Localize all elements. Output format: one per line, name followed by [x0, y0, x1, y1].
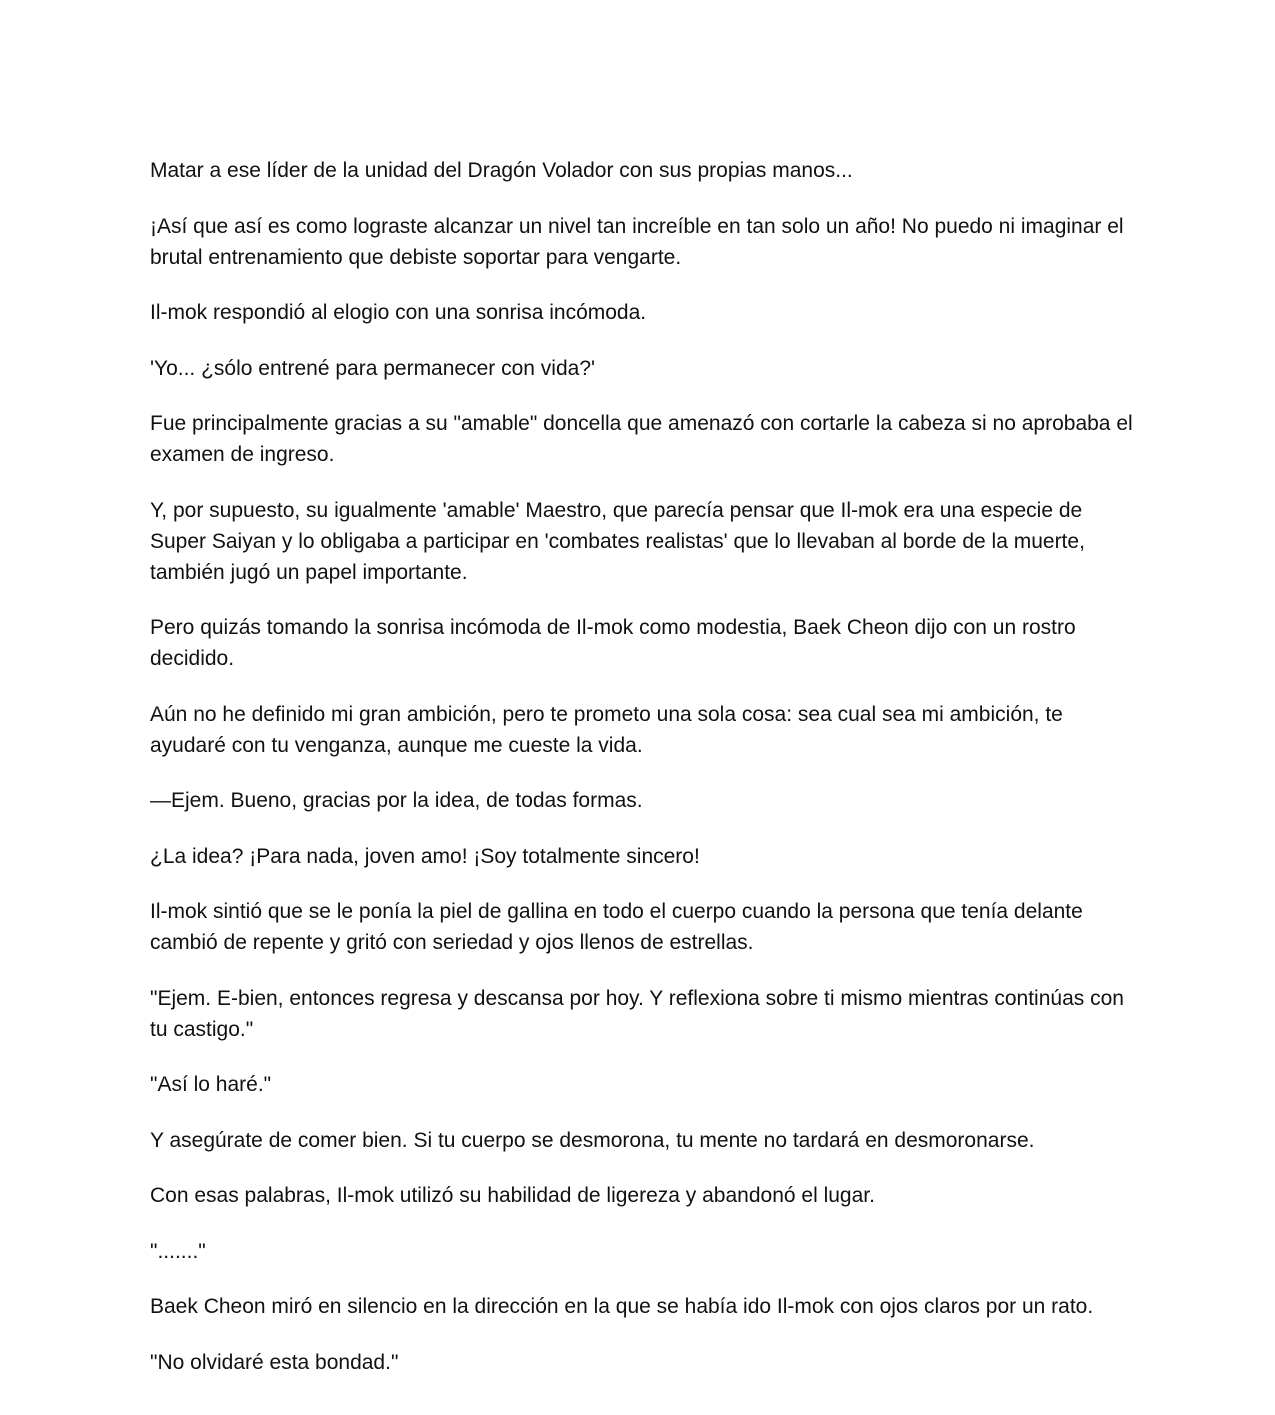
paragraph: Fue principalmente gracias a su "amable" doncella que amenazó con cortarle la cabeza si no aprobaba el examen de ingreso.: [150, 412, 1133, 466]
paragraph: ¿La idea? ¡Para nada, joven amo! ¡Soy totalmente sincero!: [150, 844, 700, 868]
paragraph: ".......": [150, 1239, 206, 1263]
paragraph: Y asegúrate de comer bien. Si tu cuerpo se desmorona, tu mente no tardará en desmoronarse.: [150, 1128, 1035, 1152]
paragraph: Aún no he definido mi gran ambición, pero te prometo una sola cosa: sea cual sea mi ambición, te ayudaré con tu venganza, aunque me cueste la vida.: [150, 702, 1063, 757]
paragraph: ¡Así que así es como lograste alcanzar un nivel tan increíble en tan solo un año! No puedo ni imaginar el brutal entrenamiento que debiste soportar para vengarte.: [150, 214, 1124, 269]
paragraph: Il-mok sintió que se le ponía la piel de gallina en todo el cuerpo cuando la persona que tenía delante cambió de repente y gritó con seriedad y ojos llenos de estrellas.: [150, 900, 1083, 954]
paragraph: Pero quizás tomando la sonrisa incómoda de Il-mok como modestia, Baek Cheon dijo con un rostro decidido.: [150, 616, 1076, 670]
paragraph: Y, por supuesto, su igualmente 'amable' Maestro, que parecía pensar que Il-mok era una especie de Super Saiyan y lo obligaba a participar en 'combates realistas' que lo llevaban al borde de la muerte, también jugó un papel importante.: [150, 498, 1085, 584]
paragraph: —Ejem. Bueno, gracias por la idea, de todas formas.: [150, 789, 643, 812]
paragraph: "No olvidaré esta bondad.": [150, 1350, 399, 1374]
document-page: [150, 155, 1140, 1402]
paragraph: 'Yo... ¿sólo entrené para permanecer con vida?': [150, 356, 596, 380]
paragraph: Con esas palabras, Il-mok utilizó su habilidad de ligereza y abandonó el lugar.: [150, 1184, 875, 1207]
paragraph: Baek Cheon miró en silencio en la dirección en la que se había ido Il-mok con ojos claros por un rato.: [150, 1295, 1094, 1318]
paragraph: "Así lo haré.": [150, 1073, 272, 1096]
paragraph: Il-mok respondió al elogio con una sonrisa incómoda.: [150, 301, 647, 324]
paragraph: Matar a ese líder de la unidad del Dragón Volador con sus propias manos...: [150, 159, 853, 182]
paragraph: "Ejem. E-bien, entonces regresa y descansa por hoy. Y reflexiona sobre ti mismo mientras continúas con tu castigo.": [150, 986, 1124, 1041]
